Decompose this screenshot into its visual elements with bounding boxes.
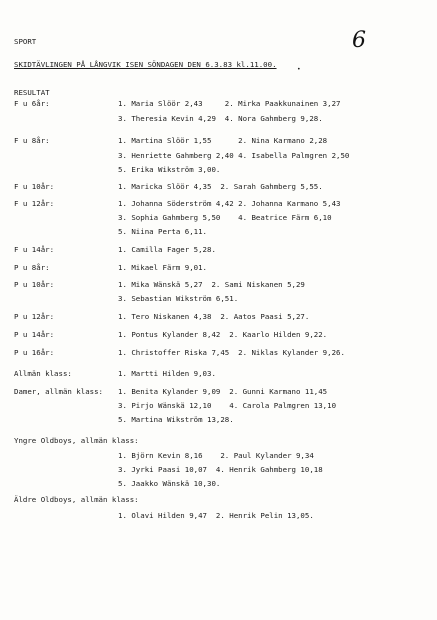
result-line: 1. Björn Kevin 8,16 2. Paul Kylander 9,34 bbox=[118, 451, 314, 460]
category-label: Damer, allmän klass: bbox=[14, 387, 103, 396]
result-line: 5. Martina Wikström 13,28. bbox=[118, 415, 234, 424]
category-label: Yngre Oldboys, allmän klass: bbox=[14, 436, 139, 445]
result-line: 1. Maricka Slöör 4,35 2. Sarah Gahmberg 5,55. bbox=[118, 182, 323, 191]
category-label: F u 14år: bbox=[14, 245, 55, 254]
result-line: 3. Henriette Gahmberg 2,40 4. Isabella Palmgren 2,50 bbox=[118, 151, 350, 160]
category-label: F u 8år: bbox=[14, 136, 50, 145]
result-line: 5. Niina Perta 6,11. bbox=[118, 227, 207, 236]
category-label: P u 12år: bbox=[14, 312, 55, 321]
ink-dot: • bbox=[297, 66, 301, 73]
page-number: 6 bbox=[352, 28, 366, 53]
result-line: 3. Sebastian Wikström 6,51. bbox=[118, 294, 239, 303]
category-label: F u 6år: bbox=[14, 99, 50, 108]
category-label: Äldre Oldboys, allmän klass: bbox=[14, 495, 139, 504]
result-line: 5. Erika Wikström 3,00. bbox=[118, 165, 221, 174]
category-label: P u 10år: bbox=[14, 280, 55, 289]
category-label: F u 12år: bbox=[14, 199, 55, 208]
result-line: 1. Mikael Färm 9,01. bbox=[118, 263, 207, 272]
results-heading: RESULTAT bbox=[14, 88, 50, 97]
result-line: 1. Martina Slöör 1,55 2. Nina Karmano 2,28 bbox=[118, 136, 328, 145]
result-line: 1. Camilla Fager 5,28. bbox=[118, 245, 216, 254]
document-title: SKIDTÄVLINGEN PÅ LÅNGVIK ISEN SÖNDAGEN DEN 6.3.83 kl.11.00. bbox=[14, 60, 277, 69]
result-line: 1. Martti Hilden 9,03. bbox=[118, 369, 216, 378]
result-line: 3. Jyrki Paasi 10,07 4. Henrik Gahmberg 10,18 bbox=[118, 465, 323, 474]
category-label: P u 8år: bbox=[14, 263, 50, 272]
result-line: 1. Christoffer Riska 7,45 2. Niklas Kylander 9,26. bbox=[118, 348, 345, 357]
category-label: P u 16år: bbox=[14, 348, 55, 357]
category-label: F u 10år: bbox=[14, 182, 55, 191]
result-line: 1. Olavi Hilden 9,47 2. Henrik Pelin 13,05. bbox=[118, 511, 314, 520]
section-label: SPORT bbox=[14, 37, 37, 46]
result-line: 3. Sophia Gahmberg 5,50 4. Beatrice Färm 6,10 bbox=[118, 213, 332, 222]
result-line: 3. Pirjo Wänskä 12,10 4. Carola Palmgren 13,10 bbox=[118, 401, 337, 410]
result-line: 1. Johanna Söderström 4,42 2. Johanna Karmano 5,43 bbox=[118, 199, 341, 208]
result-line: 1. Tero Niskanen 4,38 2. Aatos Paasi 5,27. bbox=[118, 312, 310, 321]
result-line: 1. Benita Kylander 9,09 2. Gunni Karmano 11,45 bbox=[118, 387, 328, 396]
category-label: P u 14år: bbox=[14, 330, 55, 339]
category-label: Allmän klass: bbox=[14, 369, 72, 378]
result-line: 1. Pontus Kylander 8,42 2. Kaarlo Hilden 9,22. bbox=[118, 330, 328, 339]
result-line: 1. Mika Wänskä 5,27 2. Sami Niskanen 5,29 bbox=[118, 280, 305, 289]
result-line: 5. Jaakko Wänskä 10,30. bbox=[118, 479, 221, 488]
result-line: 1. Maria Slöör 2,43 2. Mirka Paakkunainen 3,27 bbox=[118, 99, 341, 108]
result-line: 3. Theresia Kevin 4,29 4. Nora Gahmberg 9,28. bbox=[118, 114, 323, 123]
